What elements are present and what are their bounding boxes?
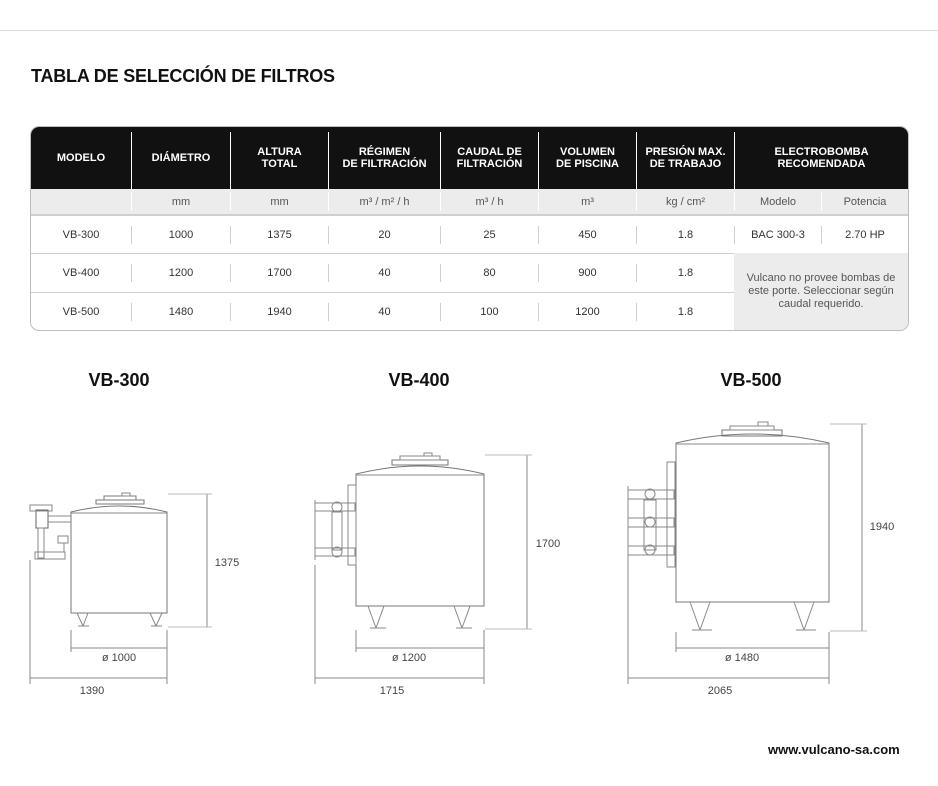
cell-presion: 1.8 — [677, 229, 694, 241]
page-title: TABLA DE SELECCIÓN DE FILTROS — [31, 66, 335, 86]
pump-note: Vulcano no provee bombas de este porte. Seleccionar según caudal requerido. — [734, 253, 908, 330]
unit-cell: m³ — [581, 195, 594, 208]
dim-width-vb300: 1390 — [79, 685, 105, 697]
cell-pump-model: BAC 300-3 — [751, 229, 805, 241]
cell-volumen: 450 — [578, 229, 597, 241]
filter-drawing-vb500 — [628, 422, 867, 684]
header-diametro: DIÁMETRO — [151, 152, 211, 164]
model-title-vb500: VB-500 — [720, 370, 782, 390]
dim-width-vb500: 2065 — [707, 685, 733, 697]
header-modelo: MODELO — [56, 152, 106, 164]
cell-model: VB-400 — [62, 267, 100, 279]
cell-caudal: 25 — [483, 229, 496, 241]
unit-cell: Modelo — [759, 195, 797, 208]
unit-cell: m³ / h — [475, 195, 504, 208]
model-title-vb300: VB-300 — [88, 370, 150, 390]
dim-width-vb400: 1715 — [379, 685, 405, 697]
website-link[interactable]: www.vulcano-sa.com — [768, 742, 900, 757]
cell-volumen: 1200 — [575, 306, 600, 318]
model-title-vb400: VB-400 — [388, 370, 450, 390]
cell-diameter: 1480 — [168, 306, 194, 318]
unit-cell: kg / cm² — [665, 195, 706, 208]
cell-diameter: 1000 — [168, 229, 194, 241]
cell-caudal: 100 — [480, 306, 499, 318]
unit-cell: mm — [171, 195, 191, 208]
unit-cell: mm — [270, 195, 289, 208]
dim-diameter-vb500: ø 1480 — [724, 652, 760, 664]
dim-height-vb400: 1700 — [535, 538, 561, 550]
cell-diameter: 1200 — [168, 267, 194, 279]
cell-pump-power: 2.70 HP — [845, 229, 885, 241]
header-presion: PRESIÓN MAX. DE TRABAJO — [645, 146, 726, 170]
cell-model: VB-500 — [62, 306, 100, 318]
cell-volumen: 900 — [578, 267, 597, 279]
header-regimen: RÉGIMEN DE FILTRACIÓN — [342, 146, 427, 170]
cell-height: 1375 — [267, 229, 292, 241]
header-caudal: CAUDAL DE FILTRACIÓN — [456, 146, 523, 170]
header-volumen: VOLUMEN DE PISCINA — [556, 146, 619, 170]
cell-presion: 1.8 — [677, 267, 694, 279]
header-altura: ALTURA TOTAL — [257, 146, 302, 170]
cell-caudal: 80 — [483, 267, 496, 279]
cell-regimen: 40 — [378, 267, 391, 279]
unit-cell: Potencia — [843, 195, 887, 208]
dim-diameter-vb300: ø 1000 — [101, 652, 137, 664]
dim-height-vb300: 1375 — [214, 557, 240, 569]
cell-regimen: 20 — [378, 229, 391, 241]
unit-cell: m³ / m² / h — [359, 195, 410, 208]
cell-height: 1700 — [267, 267, 292, 279]
header-electrobomba: ELECTROBOMBA RECOMENDADA — [774, 146, 869, 170]
cell-presion: 1.8 — [677, 306, 694, 318]
cell-regimen: 40 — [378, 306, 391, 318]
dim-height-vb500: 1940 — [869, 521, 895, 533]
cell-model: VB-300 — [62, 229, 100, 241]
cell-height: 1940 — [267, 306, 292, 318]
filter-drawing-vb400 — [315, 453, 532, 684]
dim-diameter-vb400: ø 1200 — [391, 652, 427, 664]
